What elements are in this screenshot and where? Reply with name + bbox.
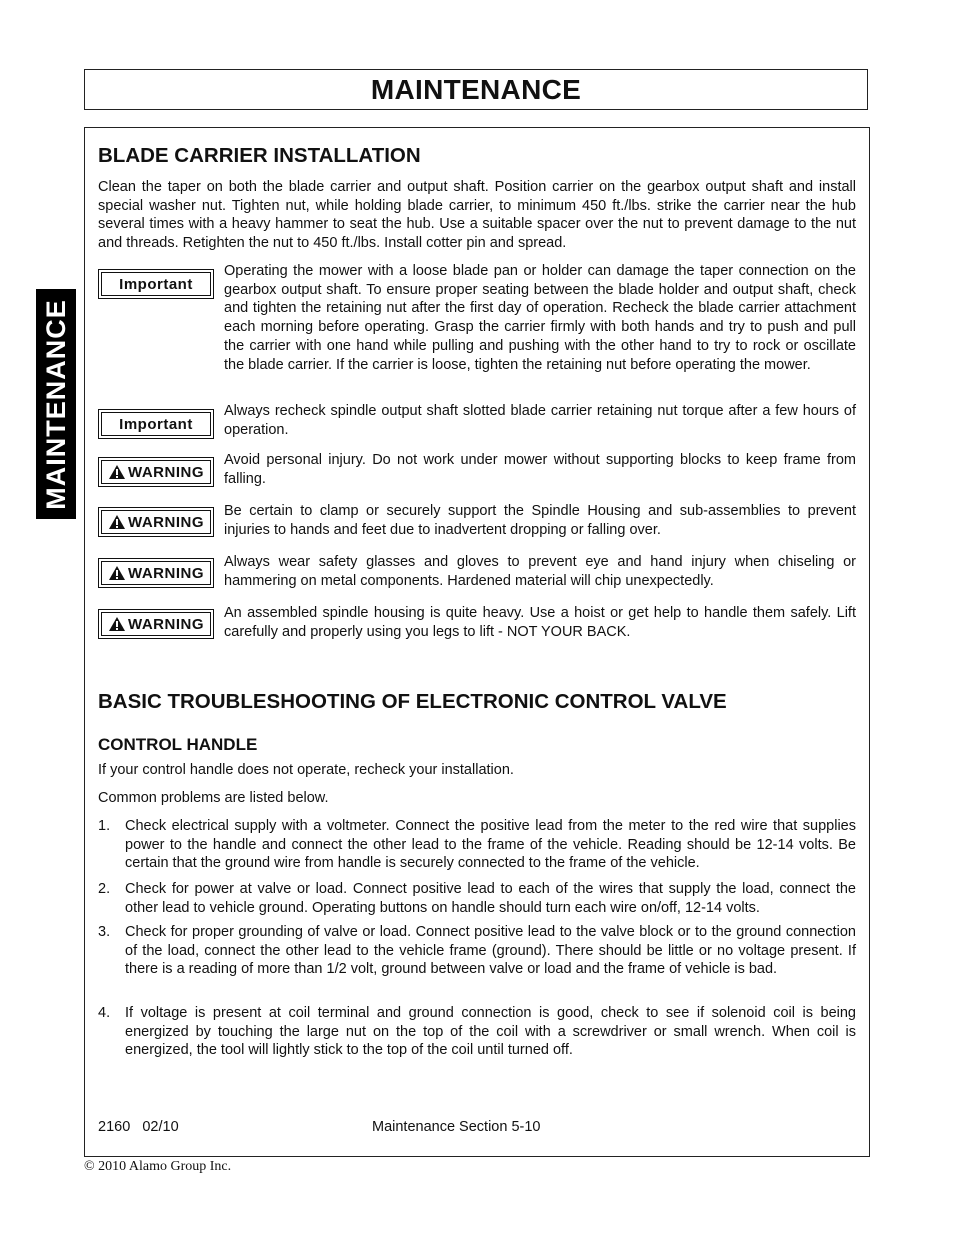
warning-note-text: Avoid personal injury. Do not work under mower without supporting blocks to keep frame from falling.	[224, 452, 856, 487]
blade-carrier-intro: Clean the taper on both the blade carrier and output shaft. Position carrier on the gearbox output shaft and install special washer nut. Tighten nut, while holding blade carrier, to minimum 450 ft./lbs. strike the carrier near the hub several times with a heavy hammer to seat the hub. Use a suitable spacer over the nut to prevent damage to the nut and threads. Retighten the nut to 450 ft./lbs. Install cotter pin and spread.	[98, 179, 856, 252]
warning-note-text: An assembled spindle housing is quite heavy. Use a hoist or get help to handle them safely. Lift carefully and properly using you legs to lift - NOT YOUR BACK.	[224, 605, 856, 640]
warning-triangle-icon	[108, 565, 126, 581]
important-note-text: Always recheck spindle output shaft slotted blade carrier retaining nut torque after a few hours of operation.	[224, 403, 856, 438]
warning-label: WARNING	[98, 457, 214, 487]
list-item-number: 4.	[98, 1005, 111, 1021]
warning-note-text: Be certain to clamp or securely support the Spindle Housing and sub-assemblies to prevent injuries to hands and feet due to inadvertent dropping or falling over.	[224, 503, 856, 538]
common-problems-para: Common problems are listed below.	[98, 790, 329, 806]
list-item-number: 1.	[98, 818, 111, 834]
warning-triangle-icon	[108, 464, 126, 480]
list-item-text: If voltage is present at coil terminal and ground connection is good, check to see if solenoid coil is being energized by touching the large nut on the top of the coil with a screwdriver or small wrench. When coil is energized, the tool will lightly stick to the top of the coil until turned off.	[125, 1005, 856, 1059]
doc-number: 2160 02/10	[98, 1119, 179, 1135]
copyright: © 2010 Alamo Group Inc.	[84, 1159, 232, 1174]
side-section-tab	[36, 289, 76, 519]
list-item-text: Check for proper grounding of valve or load. Connect positive lead to the valve block or to the ground connection of the load, connect the other lead to the vehicle frame (ground). There should be little or no voltage present. If there is a reading of more than 1/2 volt, ground between valve or load and the frame of vehicle is bad.	[125, 924, 856, 978]
control-handle-para: If your control handle does not operate, recheck your installation.	[98, 762, 514, 778]
subheading-control-handle: CONTROL HANDLE	[98, 735, 258, 754]
warning-triangle-icon	[108, 514, 126, 530]
section-heading-blade-carrier: BLADE CARRIER INSTALLATION	[98, 144, 421, 167]
warning-triangle-icon	[108, 616, 126, 632]
warning-label: WARNING	[98, 609, 214, 639]
list-item-number: 3.	[98, 924, 111, 940]
list-item-text: Check electrical supply with a voltmeter. Connect the positive lead from the meter to the red wire that supplies power to the handle and connect the other lead to the frame of the vehicle. Reading should be 12-14 volts. Be certain that the ground wire from handle is securely connected to the frame of the vehicle.	[125, 818, 856, 872]
page-title: MAINTENANCE	[370, 73, 582, 105]
page-header	[84, 69, 868, 110]
list-item-number: 2.	[98, 881, 111, 897]
warning-label: WARNING	[98, 507, 214, 537]
warning-note-text: Always wear safety glasses and gloves to prevent eye and hand injury when chiseling or hammering on metal components. Hardened material will chip unexpectedly.	[224, 554, 856, 589]
important-note-text: Operating the mower with a loose blade pan or holder can damage the taper connection on the gearbox output shaft. To ensure proper seating between the blade holder and output shaft, check and tighten the retaining nut after the first day of operation. Recheck the blade carrier attachment each morning before operating. Grasp the carrier firmly with both hands and try to push and pull the carrier with one hand while pulling and pushing with the other hand to try to rock or oscillate the blade carrier. If the carrier is loose, tighten the retaining nut before operating the mower.	[224, 263, 856, 373]
important-label: Important	[98, 409, 214, 439]
warning-label: WARNING	[98, 558, 214, 588]
side-tab-label: MAINTENANCE	[40, 298, 71, 510]
section-page-label: Maintenance Section 5-10	[372, 1119, 541, 1135]
list-item-text: Check for power at valve or load. Connect positive lead to each of the wires that supply the load, connect the other lead to vehicle ground. Operating buttons on handle should turn each wire on/off, 12-14 volts.	[125, 881, 856, 916]
important-label: Important	[98, 269, 214, 299]
section-heading-troubleshooting: BASIC TROUBLESHOOTING OF ELECTRONIC CONTROL VALVE	[98, 690, 727, 713]
